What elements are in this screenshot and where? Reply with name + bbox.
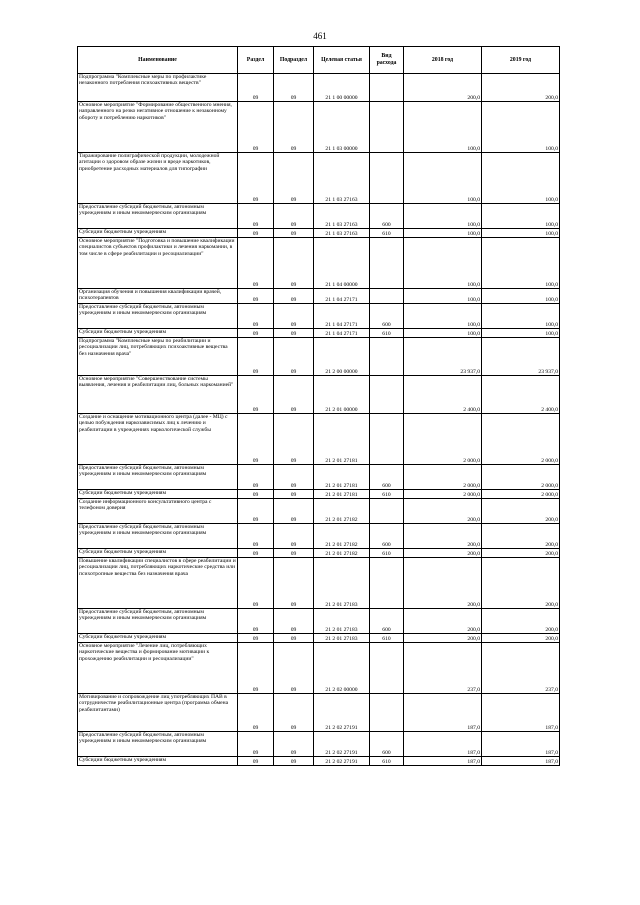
table-header-row: [78, 47, 560, 74]
row-subsection: 09: [274, 238, 314, 289]
row-expense-type: [370, 414, 404, 465]
table-row: [78, 102, 560, 153]
row-expense-type: 610: [370, 329, 404, 338]
row-section: 09: [238, 643, 274, 694]
row-expense-type: 610: [370, 549, 404, 558]
table-row: [78, 694, 560, 732]
row-name: Основное мероприятие "Формирование общественного мнения, направленного на резко негативное отношение к незаконному обороту и потреблению наркотиков": [78, 102, 238, 153]
row-expense-type: 610: [370, 490, 404, 499]
row-name: Основное мероприятие "Подготовка и повышение квалификации специалистов субъектов профилактики и лечения наркомании, в том числе в сфере реабилитации и ресоциализации": [78, 238, 238, 289]
row-name: Тиражирование полиграфической продукции, молодежной агитации о здоровом образе жизни и вреде наркотиков, приобретение расходных материалов для типографии: [78, 153, 238, 204]
header-name: Наименование: [78, 47, 238, 74]
row-expense-type: 600: [370, 204, 404, 229]
row-article: 21 2 02 00000: [314, 643, 370, 694]
row-year-2019: 100,0: [482, 238, 560, 289]
row-year-2018: 200,0: [404, 499, 482, 524]
row-section: 09: [238, 499, 274, 524]
header-section: Раздел: [238, 47, 274, 74]
row-section: 09: [238, 549, 274, 558]
row-subsection: 09: [274, 465, 314, 490]
table-row: [78, 490, 560, 499]
row-name: Создание информационного консультативного центра с телефоном доверия: [78, 499, 238, 524]
row-expense-type: [370, 643, 404, 694]
row-year-2018: 100,0: [404, 229, 482, 238]
row-subsection: 09: [274, 609, 314, 634]
row-expense-type: 600: [370, 304, 404, 329]
table-row: [78, 524, 560, 549]
table-row: [78, 634, 560, 643]
row-year-2018: 100,0: [404, 304, 482, 329]
row-year-2019: 2 000,0: [482, 465, 560, 490]
row-year-2018: 100,0: [404, 329, 482, 338]
row-section: 09: [238, 376, 274, 414]
row-article: 21 2 01 27182: [314, 499, 370, 524]
row-name: Организация обучения и повышения квалификации врачей, психотерапевтов: [78, 289, 238, 304]
table-row: [78, 238, 560, 289]
row-subsection: 09: [274, 329, 314, 338]
row-subsection: 09: [274, 499, 314, 524]
row-section: 09: [238, 229, 274, 238]
table-row: [78, 558, 560, 609]
row-section: 09: [238, 694, 274, 732]
row-name: Субсидии бюджетным учреждениям: [78, 490, 238, 499]
row-expense-type: [370, 102, 404, 153]
row-year-2019: 2 000,0: [482, 414, 560, 465]
row-expense-type: [370, 338, 404, 376]
row-year-2018: 200,0: [404, 74, 482, 102]
row-name: Субсидии бюджетным учреждениям: [78, 229, 238, 238]
row-article: 21 2 02 27191: [314, 757, 370, 766]
row-name: Основное мероприятие "Лечение лиц, потребляющих наркотические вещества и формирование мотивации к прохождению реабилитации и ресоциализации": [78, 643, 238, 694]
row-year-2019: 2 400,0: [482, 376, 560, 414]
table-row: [78, 499, 560, 524]
row-name: Субсидии бюджетным учреждениям: [78, 329, 238, 338]
row-subsection: 09: [274, 414, 314, 465]
row-article: 21 2 01 27183: [314, 609, 370, 634]
header-subsection: Подраздел: [274, 47, 314, 74]
row-year-2018: 187,0: [404, 694, 482, 732]
row-section: 09: [238, 465, 274, 490]
row-year-2018: 100,0: [404, 289, 482, 304]
row-expense-type: [370, 289, 404, 304]
table-row: [78, 74, 560, 102]
row-article: 21 1 04 00000: [314, 238, 370, 289]
row-name: Создание и оснащение мотивационного центра (далее - МЦ) с целью побуждения наркозависимых лиц к лечению и реабилитации в учреждениях наркологической службы: [78, 414, 238, 465]
row-section: 09: [238, 338, 274, 376]
row-year-2018: 237,0: [404, 643, 482, 694]
row-name: Основное мероприятие "Совершенствование системы выявления, лечения и реабилитации лиц, больных наркоманией": [78, 376, 238, 414]
row-section: 09: [238, 74, 274, 102]
row-name: Субсидии бюджетным учреждениям: [78, 634, 238, 643]
row-article: 21 1 03 27163: [314, 229, 370, 238]
row-expense-type: 600: [370, 732, 404, 757]
row-subsection: 09: [274, 757, 314, 766]
table-row: [78, 376, 560, 414]
row-subsection: 09: [274, 558, 314, 609]
row-section: 09: [238, 153, 274, 204]
row-year-2018: 2 000,0: [404, 490, 482, 499]
row-section: 09: [238, 238, 274, 289]
row-article: 21 1 03 27163: [314, 153, 370, 204]
row-expense-type: 600: [370, 465, 404, 490]
row-year-2019: 237,0: [482, 643, 560, 694]
row-year-2019: 200,0: [482, 558, 560, 609]
row-year-2019: 200,0: [482, 499, 560, 524]
row-year-2019: 200,0: [482, 549, 560, 558]
row-subsection: 09: [274, 338, 314, 376]
row-subsection: 09: [274, 694, 314, 732]
row-section: 09: [238, 102, 274, 153]
row-article: 21 1 04 27171: [314, 329, 370, 338]
row-subsection: 09: [274, 74, 314, 102]
table-row: [78, 329, 560, 338]
row-year-2019: 100,0: [482, 329, 560, 338]
row-expense-type: 610: [370, 757, 404, 766]
row-name: Предоставление субсидий бюджетным, автономным учреждениям и иным некоммерческим организациям: [78, 465, 238, 490]
row-subsection: 09: [274, 204, 314, 229]
row-year-2019: 100,0: [482, 304, 560, 329]
row-subsection: 09: [274, 732, 314, 757]
row-name: Подпрограмма "Комплексные меры по реабилитации и ресоциализации лиц, потребляющих психоактивные вещества без назначения врача": [78, 338, 238, 376]
row-year-2018: 2 000,0: [404, 465, 482, 490]
row-subsection: 09: [274, 376, 314, 414]
row-subsection: 09: [274, 490, 314, 499]
row-year-2019: 187,0: [482, 694, 560, 732]
row-name: Мотивирование и сопровождение лиц употребляющих ПАВ в сотрудничестве реабилитационные центра (программа обмена реабилитантами): [78, 694, 238, 732]
row-section: 09: [238, 329, 274, 338]
row-article: 21 2 02 27191: [314, 694, 370, 732]
row-year-2018: 2 000,0: [404, 414, 482, 465]
row-name: Предоставление субсидий бюджетным, автономным учреждениям и иным некоммерческим организациям: [78, 609, 238, 634]
row-year-2018: 200,0: [404, 549, 482, 558]
table-row: [78, 414, 560, 465]
row-year-2018: 23 937,0: [404, 338, 482, 376]
page-number: 461: [313, 31, 327, 41]
row-subsection: 09: [274, 634, 314, 643]
row-article: 21 1 00 00000: [314, 74, 370, 102]
row-name: Субсидии бюджетным учреждениям: [78, 549, 238, 558]
table-row: [78, 289, 560, 304]
row-section: 09: [238, 609, 274, 634]
row-expense-type: [370, 694, 404, 732]
row-expense-type: [370, 238, 404, 289]
row-year-2019: 200,0: [482, 609, 560, 634]
header-year-2019: 2019 год: [482, 47, 560, 74]
row-year-2018: 187,0: [404, 757, 482, 766]
row-year-2019: 100,0: [482, 289, 560, 304]
row-subsection: 09: [274, 229, 314, 238]
row-article: 21 1 03 00000: [314, 102, 370, 153]
row-subsection: 09: [274, 643, 314, 694]
row-year-2018: 100,0: [404, 102, 482, 153]
table-row: [78, 338, 560, 376]
row-expense-type: [370, 376, 404, 414]
row-year-2018: 200,0: [404, 609, 482, 634]
row-subsection: 09: [274, 304, 314, 329]
row-name: Предоставление субсидий бюджетным, автономным учреждениям и иным некоммерческим организациям: [78, 524, 238, 549]
row-year-2019: 200,0: [482, 74, 560, 102]
row-section: 09: [238, 204, 274, 229]
row-section: 09: [238, 490, 274, 499]
row-subsection: 09: [274, 524, 314, 549]
row-name: Предоставление субсидий бюджетным, автономным учреждениям и иным некоммерческим организациям: [78, 204, 238, 229]
row-expense-type: 600: [370, 524, 404, 549]
row-year-2018: 2 400,0: [404, 376, 482, 414]
row-subsection: 09: [274, 102, 314, 153]
row-section: 09: [238, 304, 274, 329]
table-row: [78, 757, 560, 766]
header-expense-type: Вид расхода: [370, 47, 404, 74]
row-expense-type: [370, 499, 404, 524]
row-article: 21 1 03 27163: [314, 204, 370, 229]
row-subsection: 09: [274, 549, 314, 558]
table-row: [78, 153, 560, 204]
row-name: Субсидии бюджетным учреждениям: [78, 757, 238, 766]
row-article: 21 1 04 27171: [314, 289, 370, 304]
table-row: [78, 204, 560, 229]
row-year-2018: 100,0: [404, 204, 482, 229]
row-section: 09: [238, 524, 274, 549]
row-article: 21 2 01 27181: [314, 490, 370, 499]
row-article: 21 2 01 27183: [314, 558, 370, 609]
row-section: 09: [238, 289, 274, 304]
table-row: [78, 609, 560, 634]
row-expense-type: 600: [370, 609, 404, 634]
row-year-2019: 187,0: [482, 732, 560, 757]
row-year-2019: 100,0: [482, 229, 560, 238]
row-expense-type: [370, 74, 404, 102]
row-year-2018: 200,0: [404, 634, 482, 643]
row-article: 21 2 01 27181: [314, 414, 370, 465]
budget-table: [77, 46, 560, 766]
row-year-2018: 200,0: [404, 524, 482, 549]
row-section: 09: [238, 732, 274, 757]
row-year-2019: 187,0: [482, 757, 560, 766]
row-name: Подпрограмма "Комплексные меры по профилактике незаконного потребления психоактивных веществ": [78, 74, 238, 102]
row-article: 21 2 02 27191: [314, 732, 370, 757]
row-year-2019: 100,0: [482, 153, 560, 204]
row-subsection: 09: [274, 153, 314, 204]
row-expense-type: 610: [370, 229, 404, 238]
row-year-2019: 200,0: [482, 634, 560, 643]
row-section: 09: [238, 414, 274, 465]
table-row: [78, 732, 560, 757]
row-expense-type: [370, 153, 404, 204]
row-article: 21 2 01 27182: [314, 549, 370, 558]
row-year-2019: 100,0: [482, 102, 560, 153]
header-year-2018: 2018 год: [404, 47, 482, 74]
row-name: Предоставление субсидий бюджетным, автономным учреждениям и иным некоммерческим организациям: [78, 304, 238, 329]
table-row: [78, 643, 560, 694]
table-row: [78, 549, 560, 558]
row-year-2019: 200,0: [482, 524, 560, 549]
row-expense-type: 610: [370, 634, 404, 643]
row-year-2019: 23 937,0: [482, 338, 560, 376]
row-section: 09: [238, 757, 274, 766]
row-name: Повышение квалификации специалистов в сфере реабилитации и ресоциализации лиц, потребляющих наркотические средства или психотропные вещества без назначения врача: [78, 558, 238, 609]
row-article: 21 2 01 27182: [314, 524, 370, 549]
table-row: [78, 304, 560, 329]
row-year-2019: 2 000,0: [482, 490, 560, 499]
row-year-2018: 200,0: [404, 558, 482, 609]
table-row: [78, 229, 560, 238]
row-year-2018: 187,0: [404, 732, 482, 757]
row-year-2018: 100,0: [404, 238, 482, 289]
row-section: 09: [238, 558, 274, 609]
row-article: 21 1 04 27171: [314, 304, 370, 329]
row-article: 21 2 01 27181: [314, 465, 370, 490]
row-name: Предоставление субсидий бюджетным, автономным учреждениям и иным некоммерческим организациям: [78, 732, 238, 757]
row-year-2018: 100,0: [404, 153, 482, 204]
row-article: 21 2 01 00000: [314, 376, 370, 414]
row-article: 21 2 01 27183: [314, 634, 370, 643]
table-row: [78, 465, 560, 490]
header-article: Целевая статья: [314, 47, 370, 74]
row-section: 09: [238, 634, 274, 643]
row-article: 21 2 00 00000: [314, 338, 370, 376]
row-subsection: 09: [274, 289, 314, 304]
row-expense-type: [370, 558, 404, 609]
row-year-2019: 100,0: [482, 204, 560, 229]
